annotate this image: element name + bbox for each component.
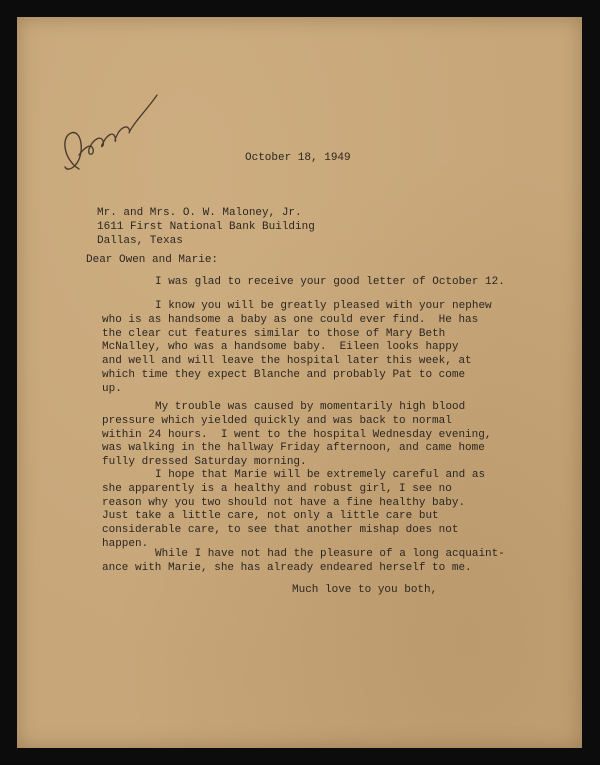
letter-sheet <box>17 17 582 748</box>
paragraph-line: McNalley, who was a handsome baby. Eileen looks happy <box>102 341 459 354</box>
paragraph-line: who is as handsome a baby as one could ever find. He has <box>102 313 479 326</box>
paragraph-line: While I have not had the pleasure of a long acquaint- <box>155 548 505 560</box>
paragraph-4 <box>102 469 485 552</box>
paragraph-line: pressure which yielded quickly and was back to normal <box>102 414 452 427</box>
salutation: Dear Owen and Marie: <box>86 254 219 266</box>
paragraph-line: Just take a little care, not only a little care but <box>102 510 439 523</box>
paragraph-line: within 24 hours. I went to the hospital Wednesday evening, <box>102 428 492 441</box>
paragraph-line: she apparently is a healthy and robust girl, I see no <box>102 482 452 495</box>
paragraph-5 <box>102 548 505 576</box>
paragraph-1 <box>155 276 505 290</box>
paragraph-line: ance with Marie, she has already endeared herself to me. <box>102 561 472 574</box>
paragraph-line: which time they expect Blanche and probably Pat to come <box>102 368 466 381</box>
paragraph-line: My trouble was caused by momentarily high blood <box>155 401 466 413</box>
recipient-street: 1611 First National Bank Building <box>97 220 315 233</box>
letter-date: October 18, 1949 <box>245 152 351 164</box>
handwritten-annotation <box>57 59 167 199</box>
paragraph-line: I know you will be greatly pleased with your nephew <box>155 300 492 312</box>
paragraph-line: the clear cut features similar to those of Mary Beth <box>102 327 446 340</box>
paragraph-line: I hope that Marie will be extremely careful and as <box>155 469 486 481</box>
paragraph-2 <box>102 300 492 397</box>
recipient-city: Dallas, Texas <box>97 234 183 247</box>
recipient-address <box>97 207 315 248</box>
paragraph-line: happen. <box>102 537 149 550</box>
paragraph-line: fully dressed Saturday morning. <box>102 456 307 469</box>
paragraph-line: was walking in the hallway Friday afternoon, and came home <box>102 442 485 455</box>
paragraph-line: and well and will leave the hospital later this week, at <box>102 355 472 368</box>
paragraph-line: reason why you two should not have a fine healthy baby. <box>102 496 466 509</box>
paragraph-line: I was glad to receive your good letter of October 12. <box>155 276 505 288</box>
paragraph-line: up. <box>102 382 122 395</box>
recipient-name: Mr. and Mrs. O. W. Maloney, Jr. <box>97 207 302 219</box>
paragraph-line: considerable care, to see that another mishap does not <box>102 524 459 537</box>
letter-closing: Much love to you both, <box>292 584 438 596</box>
paragraph-3 <box>102 401 491 470</box>
